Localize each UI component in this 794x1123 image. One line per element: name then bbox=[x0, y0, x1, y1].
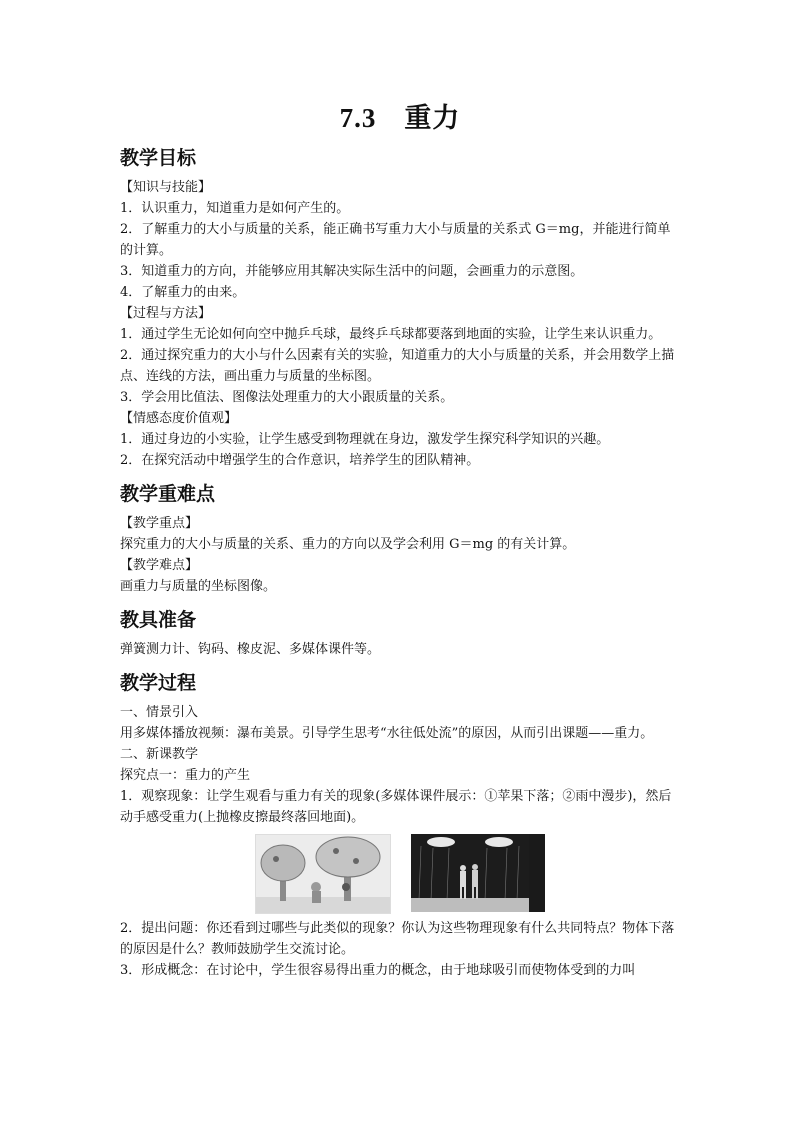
knowledge-item: 4．了解重力的由来。 bbox=[120, 285, 246, 300]
label-attitude: 【情感态度价值观】 bbox=[120, 411, 238, 426]
tools-text: 弹簧测力计、钩码、橡皮泥、多媒体课件等。 bbox=[120, 642, 381, 657]
label-difficulty: 【教学难点】 bbox=[120, 558, 199, 573]
document-page bbox=[120, 96, 680, 981]
label-process: 【过程与方法】 bbox=[120, 306, 212, 321]
intro-text: 用多媒体播放视频：瀑布美景。引导学生思考“水往低处流”的原因，从而引出课题——重力。 bbox=[120, 726, 654, 741]
label-intro: 一、情景引入 bbox=[120, 705, 199, 720]
knowledge-item: 3．知道重力的方向，并能够应用其解决实际生活中的问题，会画重力的示意图。 bbox=[120, 264, 584, 279]
point1-title: 探究点一：重力的产生 bbox=[120, 768, 251, 783]
difficulty-text: 画重力与质量的坐标图像。 bbox=[120, 579, 277, 594]
step3-text: 3．形成概念：在讨论中，学生很容易得出重力的概念，由于地球吸引而使物体受到的力叫 bbox=[120, 963, 636, 978]
process-item: 3．学会用比值法、图像法处理重力的大小跟质量的关系。 bbox=[120, 390, 454, 405]
step2-text: 2．提出问题：你还看到过哪些与此类似的现象？你认为这些物理现象有什么共同特点？物体下落的原因是什么？教师鼓励学生交流讨论。 bbox=[120, 921, 675, 957]
title-text: 重力 bbox=[404, 103, 461, 133]
attitude-item: 1．通过身边的小实验，让学生感受到物理就在身边，激发学生探究科学知识的兴趣。 bbox=[120, 432, 610, 447]
heading-tools: 教具准备 bbox=[120, 609, 197, 631]
heading-keypoints: 教学重难点 bbox=[120, 483, 216, 505]
label-focus: 【教学重点】 bbox=[120, 516, 199, 531]
focus-text: 探究重力的大小与质量的关系、重力的方向以及学会利用 G＝mg 的有关计算。 bbox=[120, 537, 576, 552]
label-new-lesson: 二、新课教学 bbox=[120, 747, 199, 762]
illustration-row bbox=[120, 834, 680, 914]
label-knowledge: 【知识与技能】 bbox=[120, 180, 212, 195]
rain-walk-image bbox=[411, 834, 545, 912]
knowledge-item: 2．了解重力的大小与质量的关系，能正确书写重力大小与质量的关系式 G＝mg，并能进行简单的计算。 bbox=[120, 222, 671, 258]
page-title bbox=[120, 96, 680, 135]
apple-falling-image bbox=[255, 834, 391, 914]
process-item: 2．通过探究重力的大小与什么因素有关的实验，知道重力的大小与质量的关系，并会用数学上描点、连线的方法，画出重力与质量的坐标图。 bbox=[120, 348, 675, 384]
process-item: 1．通过学生无论如何向空中抛乒乓球，最终乒乓球都要落到地面的实验，让学生来认识重力。 bbox=[120, 327, 662, 342]
attitude-item: 2．在探究活动中增强学生的合作意识，培养学生的团队精神。 bbox=[120, 453, 480, 468]
title-number: 7.3 bbox=[339, 103, 377, 133]
heading-objectives: 教学目标 bbox=[120, 147, 197, 169]
knowledge-item: 1．认识重力，知道重力是如何产生的。 bbox=[120, 201, 350, 216]
step1-text: 1．观察现象：让学生观看与重力有关的现象(多媒体课件展示：①苹果下落；②雨中漫步)，然后动手感受重力(上抛橡皮擦最终落回地面)。 bbox=[120, 789, 672, 825]
heading-process: 教学过程 bbox=[120, 672, 197, 694]
